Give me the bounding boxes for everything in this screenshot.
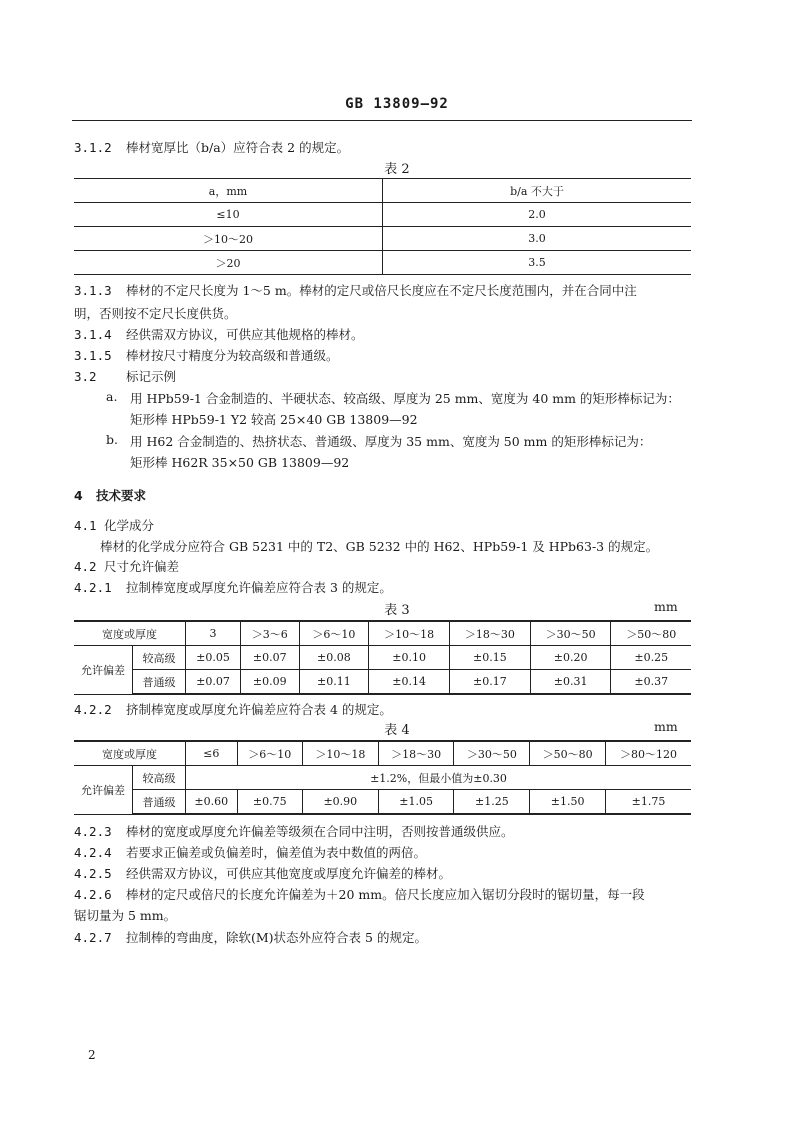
clause-text: 棒材按尺寸精度分为较高级和普通级。 <box>126 348 339 363</box>
table-cell: ±0.90 <box>302 790 378 815</box>
table-cell: ±0.08 <box>299 646 369 670</box>
clause-text: 拉制棒宽度或厚度允许偏差应符合表 3 的规定。 <box>126 580 392 595</box>
example-b-line1: 用 H62 合金制造的、热挤状态、普通级、厚度为 35 mm、宽度为 50 mm 的矩形棒标记为： <box>130 434 652 449</box>
table-cell: ±0.14 <box>369 670 450 695</box>
table-cell: ±0.07 <box>240 646 299 670</box>
header-cell: ＞3～6 <box>240 621 299 646</box>
table-cell: 2.0 <box>383 203 692 227</box>
clause-text: 若要求正偏差或负偏差时，偏差值为表中数值的两倍。 <box>126 845 427 860</box>
clause-4-2-1 <box>74 578 392 596</box>
table-4-unit: mm <box>654 719 678 734</box>
clause-4-2-6 <box>74 885 645 903</box>
table-row <box>74 251 691 275</box>
header-cell: 宽度或厚度 <box>74 741 186 766</box>
table-cell: ±0.25 <box>611 646 691 670</box>
header-cell: ＞6～10 <box>237 741 302 766</box>
table-cell: ±0.60 <box>186 790 238 815</box>
clause-text: 棒材的定尺或倍尺的长度允许偏差为＋20 mm。倍尺长度应加入锯切分段时的锯切量，每一段 <box>126 887 645 902</box>
example-a-label: a. <box>106 389 118 404</box>
table-cell: ±0.10 <box>369 646 450 670</box>
header-cell: b/a 不大于 <box>383 179 692 203</box>
example-b-label: b. <box>106 432 118 447</box>
table-row <box>74 766 691 790</box>
header-cell: ＞6～10 <box>299 621 369 646</box>
clause-number: 4.2.2 <box>74 702 112 717</box>
table-cell: ±1.25 <box>454 790 530 815</box>
header-cell: ＞50～80 <box>611 621 691 646</box>
table-header-row <box>74 741 691 766</box>
table-2 <box>74 178 691 275</box>
clause-4-2-5 <box>74 864 451 882</box>
section-number: 4 <box>74 488 83 503</box>
clause-number: 4.2.6 <box>74 887 112 902</box>
table-row <box>74 227 691 251</box>
header-cell: ＞50～80 <box>530 741 606 766</box>
clause-4-1-body: 棒材的化学成分应符合 GB 5231 中的 T2、GB 5232 中的 H62、HPb59-1 及 HPb63-3 的规定。 <box>100 539 659 554</box>
table-cell: ±0.11 <box>299 670 369 695</box>
clause-number: 4.1 <box>74 518 97 533</box>
table-cell: ±0.75 <box>237 790 302 815</box>
table-cell: ≤10 <box>74 203 383 227</box>
clause-number: 3.1.3 <box>74 283 112 298</box>
example-a-line1: 用 HPb59-1 合金制造的、半硬状态、较高级、厚度为 25 mm、宽度为 40 mm 的矩形棒标记为： <box>130 391 680 406</box>
header-cell: ＞18～30 <box>449 621 530 646</box>
document-code: GB 13809—92 <box>345 96 449 112</box>
clause-text: 挤制棒宽度或厚度允许偏差应符合表 4 的规定。 <box>126 702 392 717</box>
table-row <box>74 646 691 670</box>
clause-text: 标记示例 <box>126 369 177 384</box>
clause-number: 3.1.4 <box>74 327 112 342</box>
header-cell: ＞30～50 <box>454 741 530 766</box>
clause-number: 3.2 <box>74 369 97 384</box>
clause-text: 经供需双方协议，可供应其他规格的棒材。 <box>126 327 364 342</box>
clause-number: 4.2.3 <box>74 824 112 839</box>
clause-3-1-2 <box>74 138 349 156</box>
clause-4-2-3 <box>74 822 514 840</box>
row-label: 较高级 <box>133 766 186 790</box>
clause-text: 化学成分 <box>104 518 155 533</box>
clause-number: 4.2 <box>74 559 97 574</box>
clause-3-1-3 <box>74 281 637 299</box>
header-cell: ＞10～18 <box>369 621 450 646</box>
table-cell: ±1.75 <box>606 790 691 815</box>
header-cell: ＞10～18 <box>302 741 378 766</box>
section-title: 技术要求 <box>96 488 147 503</box>
row-label: 普通级 <box>133 790 186 815</box>
clause-3-2 <box>74 367 176 385</box>
clause-number: 4.2.1 <box>74 580 112 595</box>
group-label: 允许偏差 <box>74 646 133 695</box>
table-cell: 3.5 <box>383 251 692 275</box>
clause-4-2 <box>74 557 179 575</box>
clause-text: 经供需双方协议，可供应其他宽度或厚度允许偏差的棒材。 <box>126 866 452 881</box>
table-cell: ±0.17 <box>449 670 530 695</box>
header-cell: ＞30～50 <box>530 621 611 646</box>
header-cell: 3 <box>186 621 241 646</box>
table-row <box>74 203 691 227</box>
table-cell: ±0.31 <box>530 670 611 695</box>
header-cell: ≤6 <box>186 741 238 766</box>
header-cell: a，mm <box>74 179 383 203</box>
example-a-line2: 矩形棒 HPb59-1 Y2 较高 25×40 GB 13809—92 <box>130 412 418 427</box>
clause-number: 3.1.2 <box>74 140 112 155</box>
table-cell: ±1.05 <box>378 790 454 815</box>
table-4 <box>74 740 691 815</box>
header-cell: ＞80～120 <box>606 741 691 766</box>
page-number: 2 <box>88 1048 96 1062</box>
table-row <box>74 790 691 815</box>
clause-4-2-7 <box>74 928 427 946</box>
table-cell: ＞10～20 <box>74 227 383 251</box>
clause-4-2-4 <box>74 843 426 861</box>
table-cell: ±0.09 <box>240 670 299 695</box>
clause-text: 棒材的不定尺长度为 1～5 m。棒材的定尺或倍尺长度应在不定尺长度范围内，并在合同中注 <box>126 283 637 298</box>
clause-number: 4.2.4 <box>74 845 112 860</box>
table-cell: ±0.20 <box>530 646 611 670</box>
table-header-row <box>74 621 691 646</box>
table-3 <box>74 620 691 695</box>
example-b-line2: 矩形棒 H62R 35×50 GB 13809—92 <box>130 455 350 470</box>
clause-number: 4.2.7 <box>74 930 112 945</box>
merged-cell: ±1.2%，但最小值为±0.30 <box>186 766 692 790</box>
header-cell: ＞18～30 <box>378 741 454 766</box>
section-4-heading <box>74 486 146 504</box>
table-cell: ±0.05 <box>186 646 241 670</box>
clause-text: 拉制棒的弯曲度，除软(M)状态外应符合表 5 的规定。 <box>126 930 427 945</box>
table-cell: ＞20 <box>74 251 383 275</box>
table-row <box>74 670 691 695</box>
clause-text: 尺寸允许偏差 <box>104 559 180 574</box>
clause-3-1-4 <box>74 325 364 343</box>
clause-4-2-2 <box>74 700 392 718</box>
clause-number: 4.2.5 <box>74 866 112 881</box>
table-cell: ±1.50 <box>530 790 606 815</box>
clause-4-2-6-cont: 锯切量为 5 mm。 <box>74 908 177 923</box>
table-header-row <box>74 179 691 203</box>
group-label: 允许偏差 <box>74 766 133 815</box>
header-cell: 宽度或厚度 <box>74 621 186 646</box>
table-3-caption: 表 3 <box>384 603 410 618</box>
clause-text: 棒材宽厚比（b/a）应符合表 2 的规定。 <box>126 140 350 155</box>
table-4-caption: 表 4 <box>384 723 410 738</box>
table-cell: ±0.15 <box>449 646 530 670</box>
row-label: 较高级 <box>133 646 186 670</box>
clause-3-1-3-cont: 明，否则按不定尺长度供货。 <box>74 306 237 321</box>
table-cell: 3.0 <box>383 227 692 251</box>
clause-text: 棒材的宽度或厚度允许偏差等级须在合同中注明，否则按普通级供应。 <box>126 824 514 839</box>
clause-number: 3.1.5 <box>74 348 112 363</box>
clause-4-1 <box>74 516 154 534</box>
table-3-unit: mm <box>654 599 678 614</box>
table-cell: ±0.37 <box>611 670 691 695</box>
header-rule <box>72 120 692 121</box>
table-2-caption: 表 2 <box>384 162 410 177</box>
table-cell: ±0.07 <box>186 670 241 695</box>
clause-3-1-5 <box>74 346 339 364</box>
row-label: 普通级 <box>133 670 186 695</box>
